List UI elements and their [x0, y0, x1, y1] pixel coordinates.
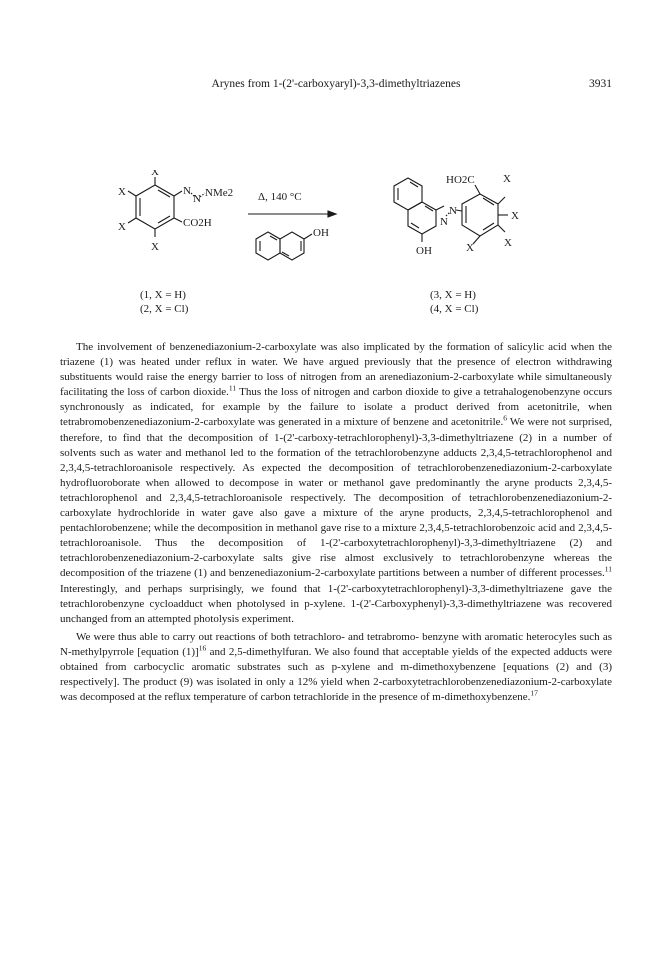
- reaction-arrowhead: [328, 211, 336, 217]
- right-x-right: X: [511, 210, 519, 222]
- right-caption-1: (3, X = H): [430, 289, 476, 301]
- left-benzene-ring: [128, 177, 182, 237]
- left-x-lower-left: X: [118, 221, 126, 233]
- right-benzene-ring: [456, 185, 508, 244]
- left-caption-1: (1, X = H): [140, 289, 186, 301]
- paragraph-1d-text: Interestingly, and perhaps surprisingly, we found that 1-(2'-carboxytetrachlorophenyl)-3,3-dimethyltriazene gave the tetrachlorobenzyne cycloadduct when photolysed in p-xylene. 1-(2'-Carboxyphenyl)-3,3-dimethyltriazene was recovered unchanged from an attempted photolysis experiment.: [60, 582, 612, 625]
- left-x-bottom: X: [151, 241, 159, 253]
- paragraph-2b-text: and 2,5-dimethylfuran. We also found that acceptable yields of the expected adducts were obtained from carbocyclic aromatic substrates such as p-xylene and m-dimethoxybenzene [equations (2) and (3) respectively]. The product (9) was isolated in only a 12% yield when 2-carboxytetrachlorobenzenediazonium-2-carboxylate was decomposed at the reflux temperature of carbon tetrachloride in the presence of m-dimethoxybenzene.: [60, 645, 613, 704]
- right-caption-2: (4, X = Cl): [430, 303, 479, 315]
- left-nme2: NMe2: [205, 187, 234, 199]
- right-azo-n1: N: [440, 216, 448, 228]
- reference-11b: 11: [604, 564, 612, 574]
- right-naphthalene: [394, 178, 444, 242]
- left-triazene-n1: N: [183, 185, 191, 197]
- left-x-top: X: [151, 170, 159, 178]
- right-x-top: X: [503, 173, 511, 185]
- right-azo-n2: N: [449, 205, 457, 217]
- reaction-scheme: [100, 170, 572, 330]
- right-x-lower-right: X: [504, 237, 512, 249]
- reaction-scheme-drawing: [100, 170, 572, 330]
- paragraph-2: [60, 630, 612, 705]
- reference-11a: 11: [228, 383, 237, 393]
- right-oh: OH: [416, 245, 432, 257]
- body-text: [60, 340, 612, 708]
- paragraph-1: [60, 340, 612, 627]
- reference-6: 6: [503, 413, 508, 423]
- paragraph-1-text: The involvement of benzenediazonium-2-carboxylate was also implicated by the formation of salicylic acid when the triazene (1) was heated under reflux in water. We have argued previously that the presence of electron withdrawing substituents would raise the energy barrier to loss of nitrogen from an arenediazonium-2-carboxylate while simultaneously facilitating the loss of carbon dioxide.: [60, 341, 612, 399]
- page-header: [60, 78, 612, 94]
- right-ho2c: HO2C: [446, 174, 475, 186]
- reference-17: 17: [530, 688, 538, 698]
- running-title: Arynes from 1-(2'-carboxyaryl)-3,3-dimethyltriazenes: [211, 78, 461, 90]
- naphthol-reagent: [256, 232, 312, 260]
- paragraph-1b-text: Thus the loss of nitrogen and carbon dioxide to give a tetrahalogenobenzyne occurs synchronously as indicated, for example by the failure to isolate a product derived from acetonitrile, when tetrabromobenzenediazonium-2-carboxylate was generated in a mixture of benzene and acetonitrile.: [60, 386, 613, 429]
- left-triazene-n2: N: [193, 193, 201, 205]
- reaction-conditions: Δ, 140 °C: [258, 191, 302, 203]
- right-x-bottom: X: [466, 242, 474, 254]
- left-caption-2: (2, X = Cl): [140, 303, 189, 315]
- page-number: 3931: [589, 78, 612, 90]
- left-x-upper-left: X: [118, 186, 126, 198]
- reference-16: 16: [198, 643, 207, 653]
- paragraph-1c-text: We were not surprised, therefore, to find that the decomposition of 1-(2'-carboxy-tetrachlorophenyl)-3,3-dimethyltriazene (2) in a number of solvents such as water and methanol led to the formation of the tetrachlorobenzyne adducts 2,3,4,5-tetrachlorophenol and 2,3,4,5-tetrachloroanisole respectively. As expected the decomposition of tetrachlorobenzenediazonium-2-carboxylate hydrofluoroborate when allowed to decompose in water or methanol gave predominantly the aryne products 2,3,4,5-tetrachlorophenol and 2,3,4,5-tetrachloroanisole respectively. The decomposition of tetrachlorobenzenediazonium-2-carboxylate hydrochloride in water gave also gave a mixture of the aryne products, 2,3,4,5-tetrachlorophenol and pentachlorobenzene; while the decomposition in methanol gave rise to a mixture 2,3,4,5-tetrachlorobenzoic acid and 2,3,4,5-tetrachloroanisole. Thus the decomposition of 1-(2'-carboxytetrachlorophenyl)-3,3-dimethyltriazene (2) and tetrachlorobenzenediazonium-2-carboxylate salts give rise almost exclusively to tetrachlorobenzyne whereas the decomposition of the triazene (1) and benzenediazonium-2-carboxylate partitions between a number of different processes.: [60, 416, 612, 580]
- left-co2h: CO2H: [183, 217, 212, 229]
- naphthol-oh: OH: [313, 227, 329, 239]
- paragraph-2a-text: We were thus able to carry out reactions of both tetrachloro- and tetrabromo- benzyne with aromatic heterocyles such as N-methylpyrrole [equation (1)]: [60, 630, 612, 658]
